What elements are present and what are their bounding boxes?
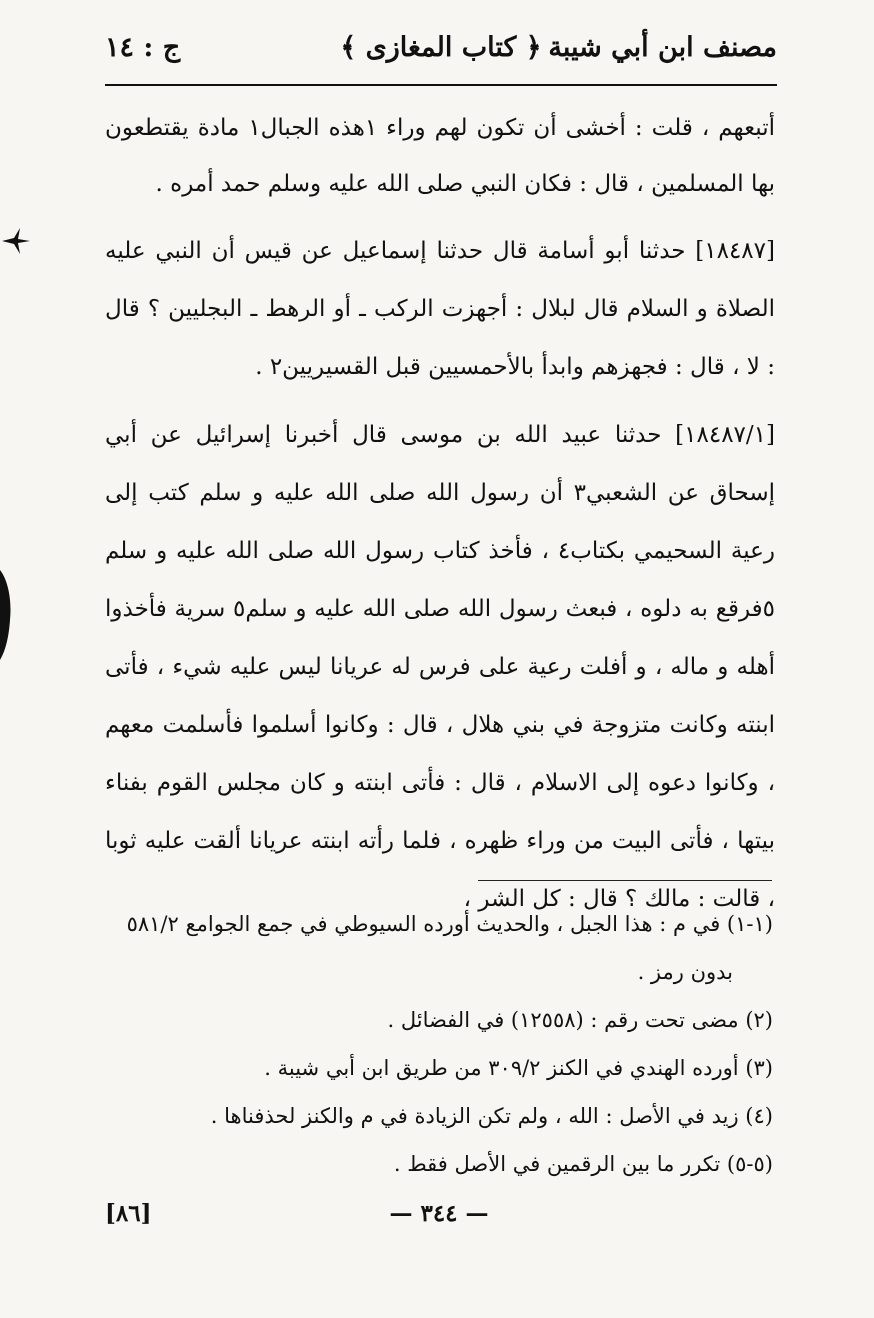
footnotes	[105, 900, 773, 1188]
chapter-title: ﴿ كتاب المغازى ﴾	[340, 32, 542, 63]
margin-star-icon	[0, 226, 32, 256]
footnote-continuation: بدون رمز .	[637, 960, 733, 984]
header-rule	[105, 84, 777, 86]
footnote: (٢) مضى تحت رقم : (١٢٥٥٨) في الفضائل .	[387, 1008, 773, 1032]
page-footer	[105, 1200, 773, 1240]
binding-edge-mark	[0, 570, 14, 660]
footnote: (١-١) في م : هذا الجبل ، والحديث أورده السيوطي في جمع الجوامع ٥٨١/٢	[126, 912, 773, 936]
footnote: (٥-٥) تكرر ما بين الرقمين في الأصل فقط .	[393, 1152, 773, 1176]
paragraph: [١٨٤٨٧/١] حدثنا عبيد الله بن موسى قال أخبرنا إسرائيل عن أبي إسحاق عن الشعبي٣ أن رسول الله صلى الله عليه و سلم كتب إلى رعية السحيمي بكتاب٤ ، فأخذ كتاب رسول الله صلى الله عليه و سلم ٥فرقع به دلوه ، فبعث رسول الله صلى الله عليه و سلم٥ سرية فأخذوا أهله و ماله ، و أفلت رعية على فرس له عريانا ليس عليه شيء ، فأتى ابنته وكانت متزوجة في بني هلال ، قال : وكانوا أسلموا فأسلمت معهم ، وكانوا دعوه إلى الاسلام ، قال : فأتى ابنته و كان مجلس القوم بفناء بيتها ، فأتى البيت من وراء ظهره ، فلما رأته ابنته عريانا ألقت عليه ثوبا ، قالت : مالك ؟ قال : كل الشر ،	[105, 422, 775, 912]
page-number: — ٣٤٤ —	[389, 1200, 489, 1227]
paragraph: [١٨٤٨٧] حدثنا أبو أسامة قال حدثنا إسماعيل عن قيس أن النبي عليه الصلاة و السلام قال لبلال : أجهزت الركب ـ أو الرهط ـ البجليين ؟ قال : لا ، قال : فجهزهم وابدأ بالأحمسيين قبل القسيريين٢ .	[105, 238, 775, 380]
main-text	[105, 100, 775, 938]
reference-number: [٨٦]	[105, 1200, 152, 1227]
footnote: (٣) أورده الهندي في الكنز ٣٠٩/٢ من طريق ابن أبي شيبة .	[264, 1056, 773, 1080]
footnote-separator	[478, 880, 772, 881]
running-header	[105, 28, 777, 80]
paragraph: أتبعهم ، قلت : أخشى أن تكون لهم وراء ١هذه الجبال١ مادة يقتطعون بها المسلمين ، قال : فكان النبي صلى الله عليه وسلم حمد أمره .	[105, 115, 775, 197]
volume-number: ج : ١٤	[105, 32, 181, 63]
book-title: مصنف ابن أبي شيبة	[548, 32, 777, 63]
footnote: (٤) زيد في الأصل : الله ، ولم تكن الزيادة في م والكنز لحذفناها .	[210, 1104, 773, 1128]
